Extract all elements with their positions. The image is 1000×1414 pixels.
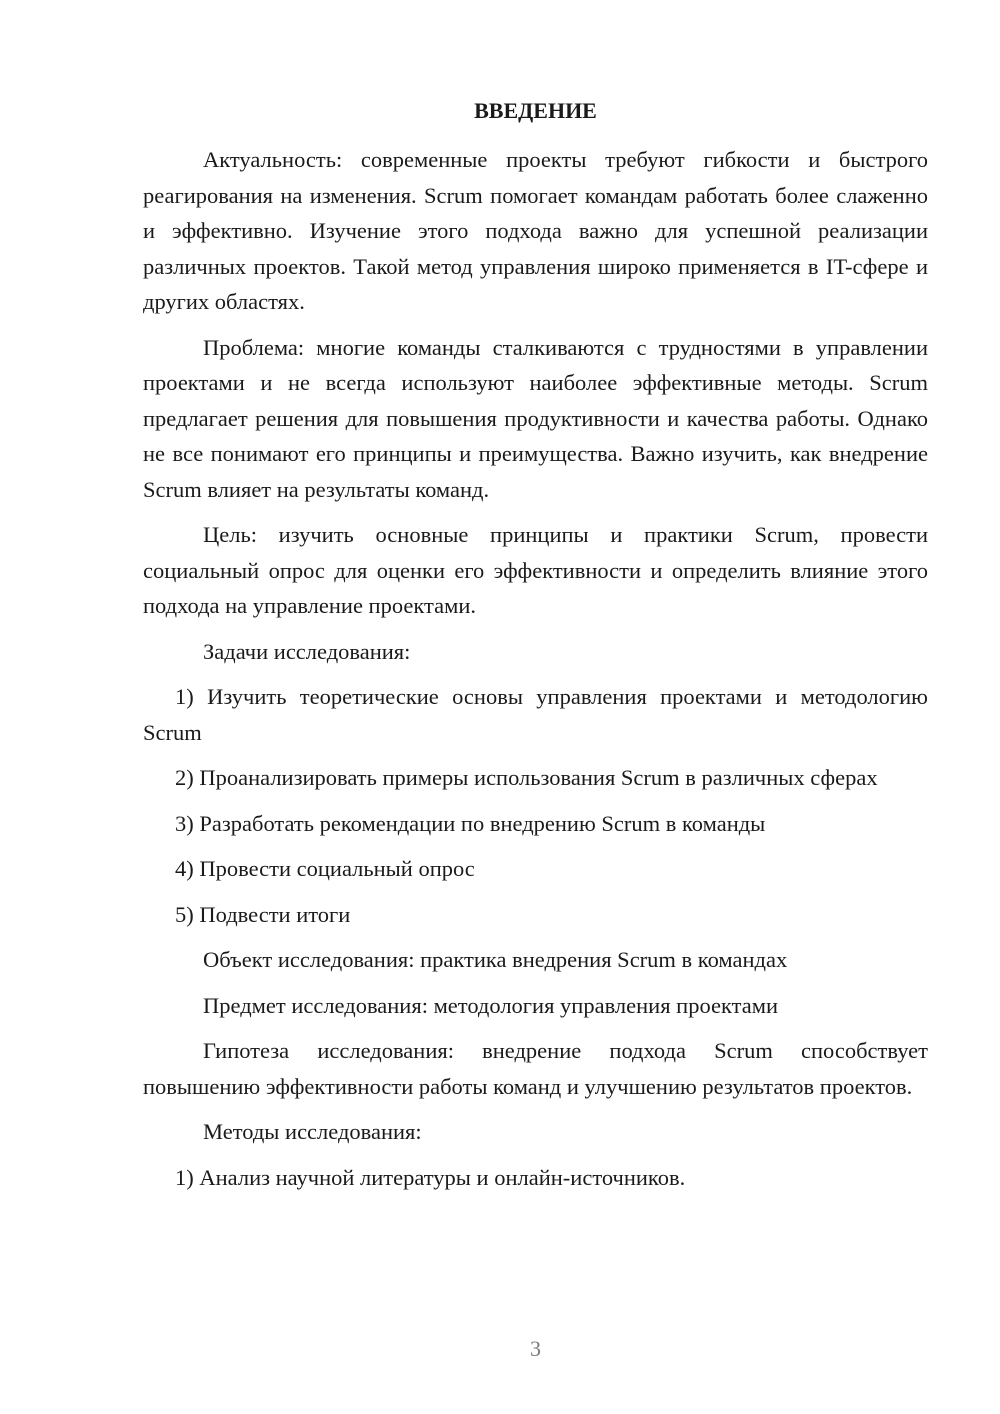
task-item: 2) Проанализировать примеры использования Scrum в различных сферах <box>175 765 878 790</box>
task-item: 3) Разработать рекомендации по внедрению Scrum в команды <box>175 810 766 836</box>
page-number: 3 <box>530 1336 541 1361</box>
paragraph-methods-heading: Методы исследования: <box>203 1119 422 1144</box>
body-text <box>143 142 928 1205</box>
paragraph-object: Объект исследования: практика внедрения Scrum в командах <box>203 947 788 972</box>
paragraph-relevance: Актуальность: современные проекты требуют гибкости и быстрого реагирования на изменения. Scrum помогает командам работать более слаженно и эффективно. Изучение этого подхода важно для успешной реализации различных проектов. Такой метод управления широко применяется в IT-сфере и других областях. <box>143 147 928 314</box>
task-item: 1) Изучить теоретические основы управления проектами и методологию Scrum <box>143 684 928 745</box>
task-item: 5) Подвести итоги <box>175 901 351 927</box>
task-item: 4) Провести социальный опрос <box>175 856 475 881</box>
paragraph-hypothesis: Гипотеза исследования: внедрение подхода Scrum способствует повышению эффективности работы команд и улучшению результатов проектов. <box>143 1038 928 1099</box>
method-item: 1) Анализ научной литературы и онлайн-источников. <box>175 1164 686 1190</box>
paragraph-subject: Предмет исследования: методология управления проектами <box>203 992 778 1018</box>
paragraph-tasks-heading: Задачи исследования: <box>203 638 411 664</box>
paragraph-problem: Проблема: многие команды сталкиваются с трудностями в управлении проектами и не всегда используют наиболее эффективные методы. Scrum предлагает решения для повышения продуктивности и качества работы. Однако не все понимают его принципы и преимущества. Важно изучить, как внедрение Scrum влияет на результаты команд. <box>143 334 928 502</box>
document-page <box>143 0 928 1414</box>
paragraph-goal: Цель: изучить основные принципы и практики Scrum, провести социальный опрос для оценки его эффективности и определить влияние этого подхода на управление проектами. <box>143 522 928 618</box>
section-heading: ВВЕДЕНИЕ <box>474 98 597 123</box>
